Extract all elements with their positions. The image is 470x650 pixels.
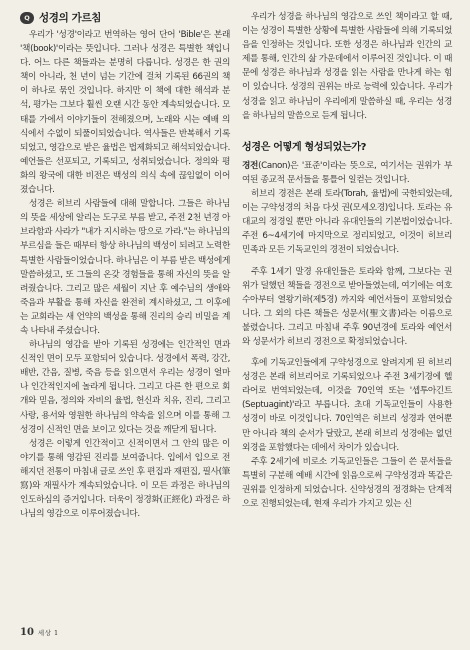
paragraph: 후에 기독교인들에게 구약성경으로 알려지게 된 히브리 성경은 본래 히브리어로 기록되었으나 주전 3세기경에 헬라어로 번역되었는데, 이것을 70인역 또는 '셉투아긴트(Septuagint)'라고 부릅니다. 초대 기독교인들이 사용한 성경이 바로 이것입니다. 70인역은 히브리 성경과 연어뿐만 아니라 책의 순서가 달랐고, 본래 히브리 성경에는 없던 외경을 포함했다는 데에서 차이가 있습니다. (242, 358, 452, 453)
page-number: 10 (20, 627, 34, 638)
page-footer (20, 627, 59, 638)
paragraph: 성경은 히브리 사람들에 대해 말합니다. 그들은 하나님의 뜻을 세상에 알리는 도구로 부름 받고, 주전 2천 년경 아브라함과 사라가 "내가 지시하는 땅으로 가라."는 하나님의 부르심을 들은 때부터 항상 하나님의 백성이 되려고 노력한 특별한 사람들이었습니다. 하나님은 이 부름 받은 백성에게 말씀하셨고, 또 그들의 온갖 경험들을 통해 자신의 뜻을 알려줬습니다. 그리고 많은 세월이 지난 후 예수님의 생애와 죽음과 부활을 통해 자신을 완전히 계시하셨고, 그 이후에는 교회라는 새 언약의 백성을 통해 진리의 승리 비밀을 계속 나타내 주셨습니다. (20, 199, 230, 336)
paragraph: 주후 2세기에 비로소 기독교인들은 그들이 쓴 문서들을 특별히 구분해 예배 시간에 읽음으로써 구약성경과 똑같은 권위를 인정하게 되었습니다. 신약성경의 정경화는 단계적으로 진행되었는데, 현재 우리가 가지고 있는 신 (242, 456, 452, 509)
subheading: 성경은 어떻게 형성되었는가? (242, 141, 367, 153)
paragraph: 하나님의 영감을 받아 기록된 성경에는 인간적인 면과 신적인 면이 모두 포함되어 있습니다. 성경에서 폭력, 강간, 배반, 간음, 질병, 죽음 등을 읽으면서 우리는 성경이 얼마나 인간적인지에 놀라게 됩니다. 그리고 다른 한 편으로 회개와 믿음, 정의와 자비의 율법, 헌신과 치유, 진리, 그리고 사랑, 용서와 영원한 하나님의 약속을 읽으며 이를 통해 그 성경이 신적인 면을 보이고 있다는 것을 깨닫게 됩니다. (20, 340, 230, 435)
right-column (242, 10, 452, 511)
paragraph-text: (Canon)은 '표준'이라는 뜻으로, 여기서는 권위가 부여된 종교적 문서들을 통틀어 일컫는 것입니다. (242, 160, 452, 185)
paragraph: 성경은 이렇게 인간적이고 신적이면서 그 안의 많은 이야기를 통해 영감된 진리를 보여줍니다. 입에서 입으로 전해지던 전통이 마침내 글로 쓰인 후 편집과 재편집, 필사(筆寫)와 재필사가 계속되었습니다. 이 모든 과정은 하나님의 인도하심의 증거입니다. 더욱이 정경화(正經化) 과정은 하나님의 영감으로 이루어졌습니다. (20, 438, 231, 520)
paragraph: 주후 1세기 말경 유대인들은 토라와 함께, 그보다는 권위가 덜했던 책들을 경전으로 받아들였는데, 여기에는 여호수아부터 열왕기하(제5경) 까지와 예언서들이 포함되었습니다. 그 외의 다른 책들은 성문서(聖文書)라는 이름으로 불렸습니다. 그리고 마침내 주후 90년경에 토라와 예언서와 성문서가 히브리 경전으로 확정되었습니다. (242, 266, 452, 347)
question-badge-icon: Q (20, 12, 34, 24)
left-column (20, 10, 230, 521)
lead-term: 경전 (242, 160, 259, 171)
heading-text: 성경의 가르침 (39, 11, 102, 24)
paragraph: 히브리 경전은 본래 토라(Torah, 율법)에 국한되었는데, 이는 구약성경의 처음 다섯 권(모세오경)입니다. 토라는 유대교의 정경일 뿐만 아니라 유대인들의 기본법이었습니다. 주전 6~4세기에 마지막으로 정리되었고, 이것이 히브리 민족과 모든 기독교인의 경전이 되었습니다. (242, 189, 452, 256)
paragraph: 우리가 '성경'이라고 번역하는 영어 단어 'Bible'은 본래 '책(book)'이라는 뜻입니다. 그러나 성경은 특별한 책입니다. 어느 다른 책들과는 분명히 다릅니다. 성경은 한 권의 책이 아니라, 천 년이 넘는 기간에 걸쳐 기록된 66권의 책이 하나로 묶인 것입니다. 하지만 이 책에 대한 해석과 분석, 평가는 그보다 훨씬 오랜 시간 동안 계속되었습니다. 모태를 가에서 이야기들이 전해졌으며, 노래와 시는 예배 의식에서 수없이 되풀이되었습니다. 역사들은 반복해서 기록되었고, 영감으로 받은 율법은 법제화되고 해석되었습니다. 예언들은 선포되고, 기록되고, 성취되었습니다. 정의와 평화의 왕국에 대한 비전은 백성의 의식 속에 끊임없이 이어졌습니다. (20, 30, 230, 196)
section-heading (20, 10, 230, 26)
paragraph (242, 159, 452, 187)
magazine-name: 세상 1 (37, 629, 59, 637)
intro-paragraph: 우리가 성경을 하나님의 영감으로 쓰인 책이라고 할 때, 이는 성경이 특별한 상황에 특별한 사람들에 의해 기록되었음을 인정하는 것입니다. 또한 성경은 하나님과 인간의 교제를 통해, 인간의 삶 가운데에서 이루어진 것입니다. 이 때문에 성경은 하나님과 성경을 읽는 사람을 만나게 하는 힘이 있습니다. 성경의 권위는 바로 능력에 있습니다. 우리가 성경을 읽고 하나님이 우리에게 말씀하실 때, 우리는 성경을 하나님의 말씀으로 듣게 됩니다. (242, 12, 452, 121)
